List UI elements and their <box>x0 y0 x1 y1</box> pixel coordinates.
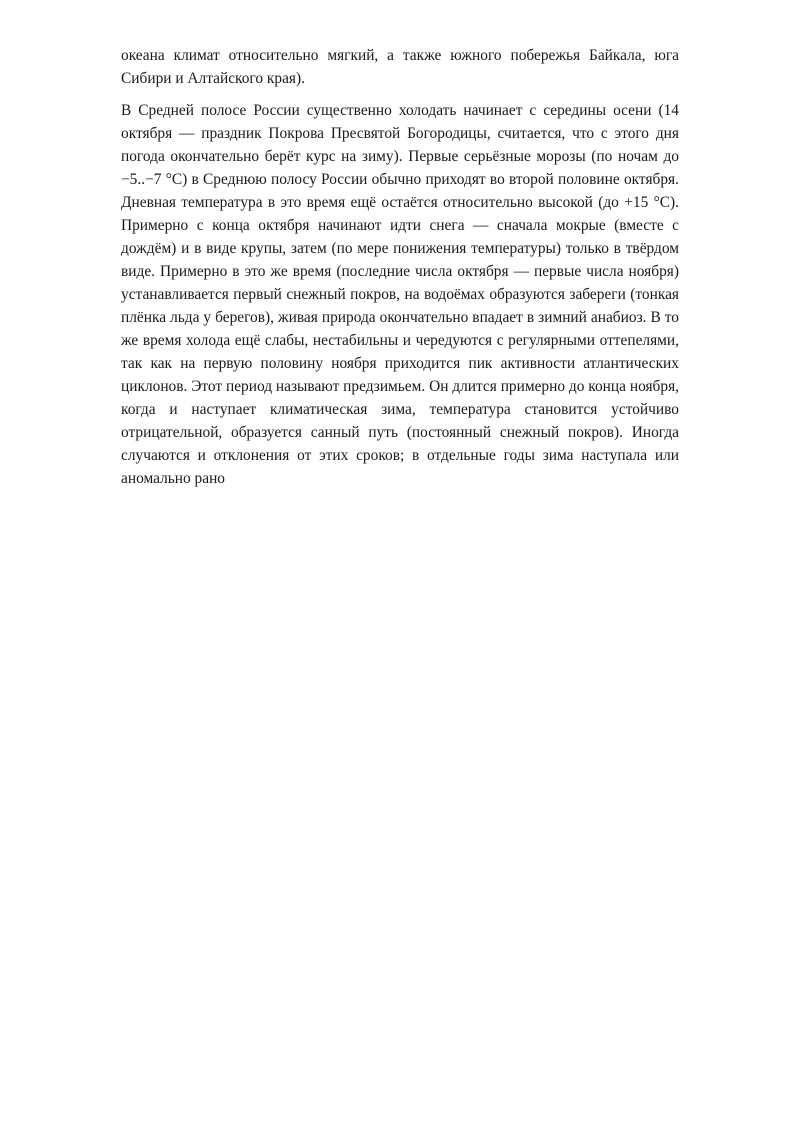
paragraph-1: океана климат относительно мягкий, а также южного побережья Байкала, юга Сибири и Алтайского края). <box>121 47 679 87</box>
document-page <box>121 44 679 490</box>
paragraph-2: В Средней полосе России существенно холодать начинает с середины осени (14 октября — праздник Покрова Пресвятой Богородицы, считается, что с этого дня погода окончательно берёт курс на зиму). Первые серьёзные морозы (по ночам до −5..−7 °C) в Среднюю полосу России обычно приходят во второй половине октября. Дневная температура в это время ещё остаётся относительно высокой (до +15 °C). Примерно с конца октября начинают идти снега — сначала мокрые (вместе с дождём) и в виде крупы, затем (по мере понижения температуры) только в твёрдом виде. Примерно в это же время (последние числа октября — первые числа ноября) устанавливается первый снежный покров, на водоёмах образуются забереги (тонкая плёнка льда у берегов), живая природа окончательно впадает в зимний анабиоз. В то же время холода ещё слабы, нестабильны и чередуются с регулярными оттепелями, так как на первую половину ноября приходится пик активности атлантических циклонов. Этот период называют предзимьем. Он длится примерно до конца ноября, когда и наступает климатическая зима, температура становится устойчиво отрицательной, образуется санный путь (постоянный снежный покров). Иногда случаются и отклонения от этих сроков; в отдельные годы зима наступала или аномально рано <box>121 102 679 487</box>
